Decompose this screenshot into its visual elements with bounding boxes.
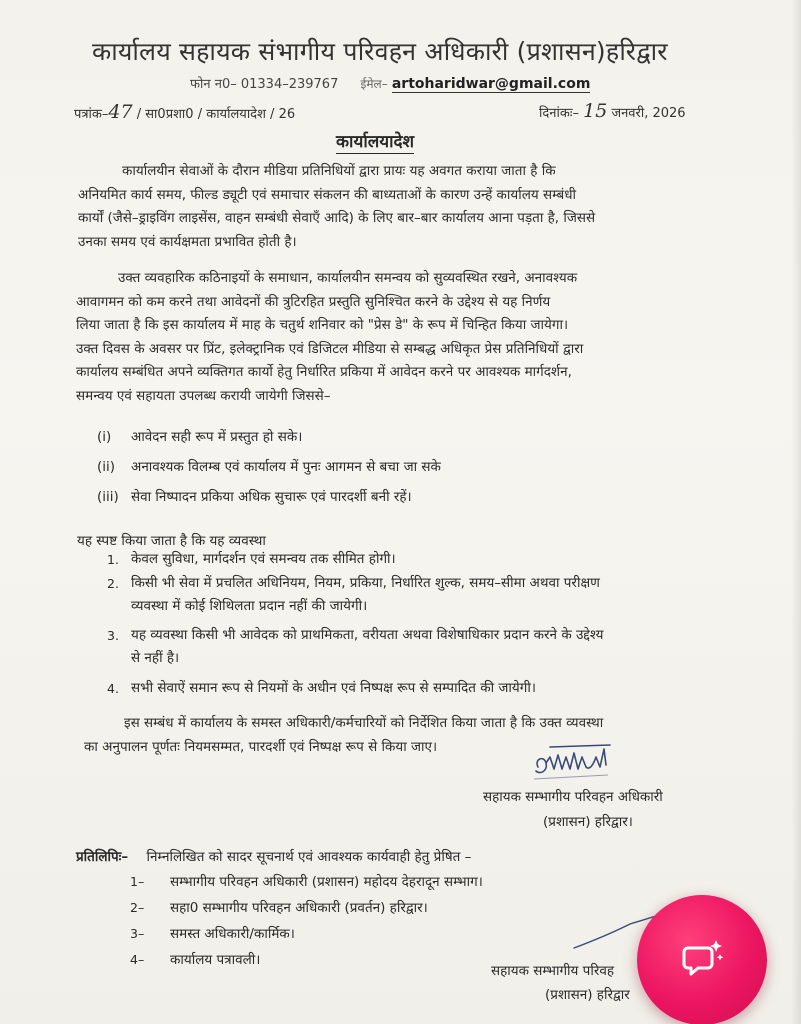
signatory2-designation: सहायक सम्भागीय परिवह bbox=[491, 963, 615, 979]
list-item-text: किसी भी सेवा में प्रचलित अधिनियम, नियम, प्रकिया, निर्धारित शुल्क, समय–सीमा अथवा परीक्षण bbox=[131, 574, 600, 591]
paragraph-line: कार्यों (जैसे–ड्राइविंग लाइसेंस, वाहन सम्बंधी सेवाएँ आदि) के लिए बार–बार कार्यालय आना पड़ता है, जिससे bbox=[78, 210, 596, 226]
signatory2-department: (प्रशासन) हरिद्वार bbox=[545, 987, 630, 1003]
copy-recipients-list bbox=[130, 869, 483, 973]
date-handwritten-day: 15 bbox=[583, 100, 608, 122]
paragraph-line: लिया जाता है कि इस कार्यालय में माह के चतुर्थ शनिवार को "प्रेस डे" के रूप में चिन्हित किया जायेगा। bbox=[76, 317, 569, 333]
paragraph-line: कार्यालयीन सेवाओं के दौरान मीडिया प्रतिनिधियों द्वारा प्रायः यह अवगत कराया जाता है कि bbox=[122, 163, 556, 179]
contact-line bbox=[190, 74, 590, 92]
paragraph-line: का अनुपालन पूर्णतः नियमसम्मत, पारदर्शी एवं निष्पक्ष रूप से किया जाए। bbox=[84, 738, 438, 755]
order-heading: कार्यालयादेश bbox=[336, 129, 414, 154]
list-item-text: यह व्यवस्था किसी भी आवेदक को प्राथमिकता, वरीयता अथवा विशेषाधिकार प्रदान करने के उद्देश्य bbox=[131, 626, 604, 643]
list-item-text: सभी सेवाऐं समान रूप से नियमों के अधीन एवं निष्पक्ष रूप से सम्पादित की जायेगी। bbox=[131, 679, 536, 696]
reference-number bbox=[74, 101, 295, 123]
chat-badge-button[interactable] bbox=[637, 895, 767, 1024]
list-item bbox=[107, 572, 604, 619]
date-rest: जनवरी, 2026 bbox=[611, 106, 686, 121]
paragraph-line: उक्त व्यवहारिक कठिनाइयों के समाधान, कार्यालयीन समन्वय को सुव्यवस्थित रखने, अनावश्यक bbox=[118, 270, 578, 286]
list-item-number: 1. bbox=[107, 552, 119, 567]
email-label: ईमेल– bbox=[360, 77, 388, 91]
list-item bbox=[107, 677, 604, 701]
clarification-intro: यह स्पष्ट किया जाता है कि यह व्यवस्था bbox=[77, 533, 266, 549]
ref-suffix: / सा0प्रशा0 / कार्यालयादेश / 26 bbox=[136, 107, 296, 122]
list-item-text: सहा0 सम्भागीय परिवहन अधिकारी (प्रवर्तन) हरिद्वार। bbox=[170, 900, 428, 916]
copy-intro bbox=[76, 847, 471, 865]
list-item bbox=[107, 548, 604, 572]
list-item-number: (ii) bbox=[97, 459, 116, 475]
list-item-number: 4. bbox=[107, 680, 119, 696]
copy-label: प्रतिलिपिः– bbox=[76, 849, 129, 865]
list-item bbox=[97, 482, 441, 512]
paragraph-line: इस सम्बंध में कार्यालय के समस्त अधिकारी/कर्मचारियों को निर्देशित किया जाता है कि उक्त व्यवस्था bbox=[124, 715, 604, 731]
list-item-number: 1– bbox=[130, 874, 145, 889]
paragraph-line: उनका समय एवं कार्यक्षमता प्रभावित होती है। bbox=[78, 233, 297, 250]
signature bbox=[530, 735, 640, 783]
list-item-text: केवल सुविधा, मार्गदर्शन एवं समन्वय तक सीमित होगी। bbox=[131, 551, 396, 567]
ref-handwritten-number: 47 bbox=[108, 101, 133, 123]
list-item bbox=[97, 422, 441, 452]
copy-intro-text: निम्नलिखित को सादर सूचनार्थ एवं आवश्यक कार्यवाही हेतु प्रेषित – bbox=[146, 849, 472, 865]
list-item-number: 3– bbox=[130, 926, 145, 941]
paragraph-line: आवागमन को कम करने तथा आवेदनों की त्रुटिरहित प्रस्तुति सुनिश्चित करने के उद्देश्य से यह निर्णय bbox=[76, 293, 551, 310]
ref-prefix: पत्रांक– bbox=[74, 107, 109, 122]
list-item-text: सम्भागीय परिवहन अधिकारी (प्रशासन) महोदय देहरादून सम्भाग। bbox=[170, 874, 483, 890]
list-item-number: 3. bbox=[107, 627, 119, 643]
list-item bbox=[97, 452, 441, 482]
list-item-number: 4– bbox=[130, 952, 145, 967]
paragraph-intro bbox=[78, 160, 718, 254]
signatory-designation: सहायक सम्भागीय परिवहन अधिकारी bbox=[483, 789, 663, 805]
paragraph-line: कार्यालय सम्बंधित अपने व्यक्तिगत कार्यो हेतु निर्धारित प्रकिया में आवेदन करने पर आवश्यक मार्गदर्शन, bbox=[76, 364, 572, 380]
list-item bbox=[107, 624, 604, 671]
list-item-number: (iii) bbox=[97, 489, 119, 505]
list-item-text: समस्त अधिकारी/कार्मिक। bbox=[170, 926, 295, 942]
date-label: दिनांकः– bbox=[539, 106, 579, 121]
conditions-list bbox=[107, 548, 604, 700]
list-item bbox=[130, 869, 483, 895]
benefit-list bbox=[97, 422, 441, 512]
list-item-text: सेवा निष्पादन प्रकिया अधिक सुचारू एवं पारदर्शी बनी रहें। bbox=[131, 489, 412, 505]
paragraph-line: समन्वय एवं सहायता उपलब्ध करायी जायेगी जिससे– bbox=[76, 387, 331, 404]
signatory-department: (प्रशासन) हरिद्वार। bbox=[543, 814, 633, 830]
list-item bbox=[130, 947, 483, 973]
list-item bbox=[130, 895, 483, 921]
issue-date bbox=[539, 100, 686, 122]
list-item-number: 2– bbox=[130, 900, 145, 915]
office-title: कार्यालय सहायक संभागीय परिवहन अधिकारी (प्रशासन)हरिद्वार bbox=[92, 37, 668, 66]
paragraph-line: उक्त दिवस के अवसर पर प्रिंट, इलेक्ट्रानिक एवं डिजिटल मीडिया से सम्बद्ध अधिकृत प्रेस प्रतिनिधियों द्वारा bbox=[76, 340, 584, 357]
paragraph-line: अनियमित कार्य समय, फील्ड ड्यूटी एवं समाचार संकलन की बाध्यताओं के कारण उन्हें कार्यालय सम्बंधी bbox=[78, 186, 577, 203]
phone-number: फोन न0– 01334–239767 bbox=[190, 77, 339, 92]
list-item-number: (i) bbox=[97, 429, 112, 445]
page-edge-shadow bbox=[791, 0, 801, 1024]
list-item-text: से नहीं है। bbox=[131, 650, 180, 666]
list-item-text: व्यवस्था में कोई शिथिलता प्रदान नहीं की जायेगी। bbox=[131, 598, 368, 614]
chat-sparkle-icon bbox=[678, 936, 726, 984]
list-item-text: कार्यालय पत्रावली। bbox=[170, 952, 261, 968]
email-address: artoharidwar@gmail.com bbox=[391, 76, 591, 92]
list-item-text: आवेदन सही रूप में प्रस्तुत हो सके। bbox=[131, 429, 303, 445]
paragraph-decision bbox=[76, 267, 726, 408]
list-item-text: अनावश्यक विलम्ब एवं कार्यालय में पुनः आगमन से बचा जा सके bbox=[131, 459, 441, 475]
list-item bbox=[130, 921, 483, 947]
list-item-number: 2. bbox=[107, 575, 119, 591]
